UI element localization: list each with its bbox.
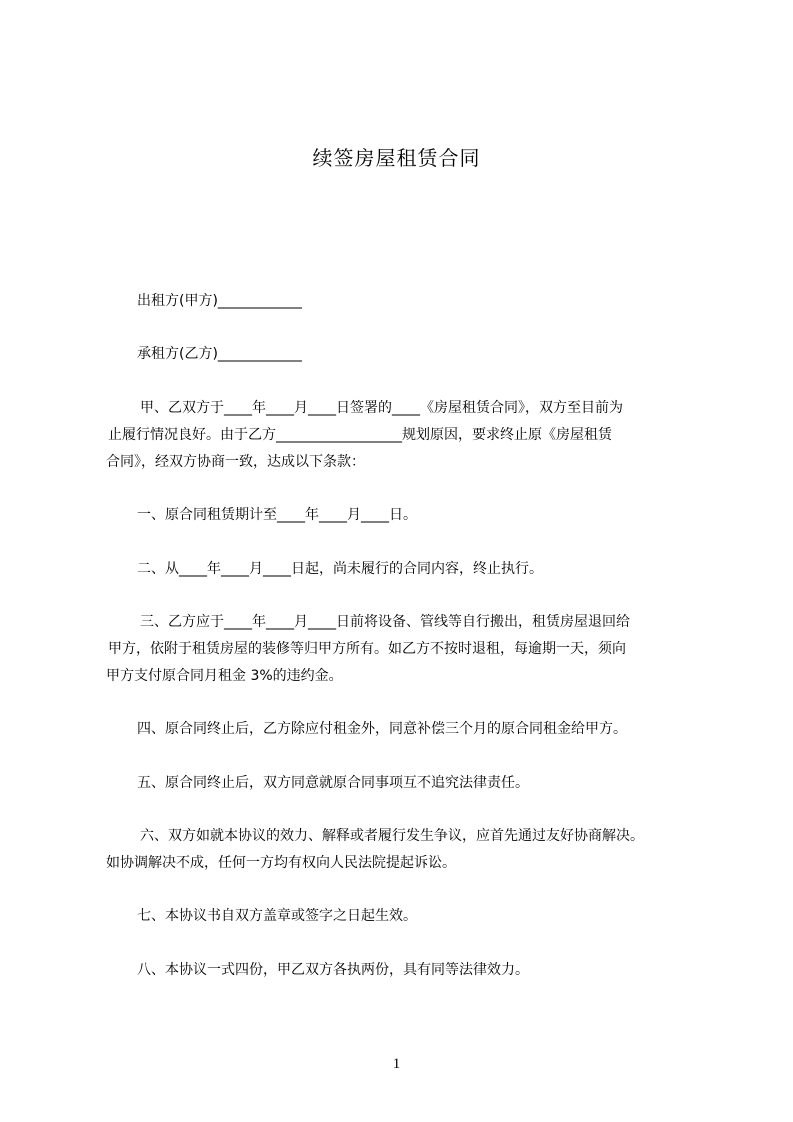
- clause-6-line-2: 如协调解决不成，任何一方均有权向人民法院提起诉讼。: [106, 855, 456, 871]
- clause-3-line-3: 甲方支付原合同月租金 3%的违约金。: [106, 668, 343, 684]
- clause-6-line-1: 六、双方如就本协议的效力、解释或者履行发生争议，应首先通过友好协商解决。: [140, 828, 644, 844]
- intro-paragraph-line-3: 合同》，经双方协商一致，达成以下条款：: [106, 454, 365, 470]
- clause-1: 一、原合同租赁期计至____年____月____日。: [137, 507, 417, 523]
- intro-paragraph-line-2: 止履行情况良好。由于乙方__________________规划原因，要求终止原《房屋租赁: [108, 427, 612, 443]
- intro-paragraph-line-1: 甲、乙双方于____年____月____日签署的____《房屋租赁合同》，双方至目前为: [140, 400, 623, 416]
- clause-3-line-1: 三、乙方应于____年____月____日前将设备、管线等自行搬出，租赁房屋退回给: [140, 614, 630, 630]
- clause-2: 二、从____年____月____日起，尚未履行的合同内容，终止执行。: [137, 561, 543, 577]
- clause-3-line-2: 甲方，依附于租赁房屋的装修等归甲方所有。如乙方不按时退租，每逾期一天，须向: [108, 641, 626, 657]
- lessor-line: 出租方(甲方)____________: [137, 293, 302, 309]
- clause-4: 四、原合同终止后，乙方除应付租金外，同意补偿三个月的原合同租金给甲方。: [137, 721, 627, 737]
- document-title: 续签房屋租赁合同: [312, 146, 481, 170]
- lessee-line: 承租方(乙方)____________: [137, 346, 302, 362]
- clause-5: 五、原合同终止后，双方同意就原合同事项互不追究法律责任。: [137, 775, 529, 791]
- clause-7: 七、本协议书自双方盖章或签字之日起生效。: [137, 908, 417, 924]
- page-number: 1: [392, 1056, 401, 1072]
- clause-8: 八、本协议一式四份，甲乙双方各执两份，具有同等法律效力。: [137, 962, 529, 978]
